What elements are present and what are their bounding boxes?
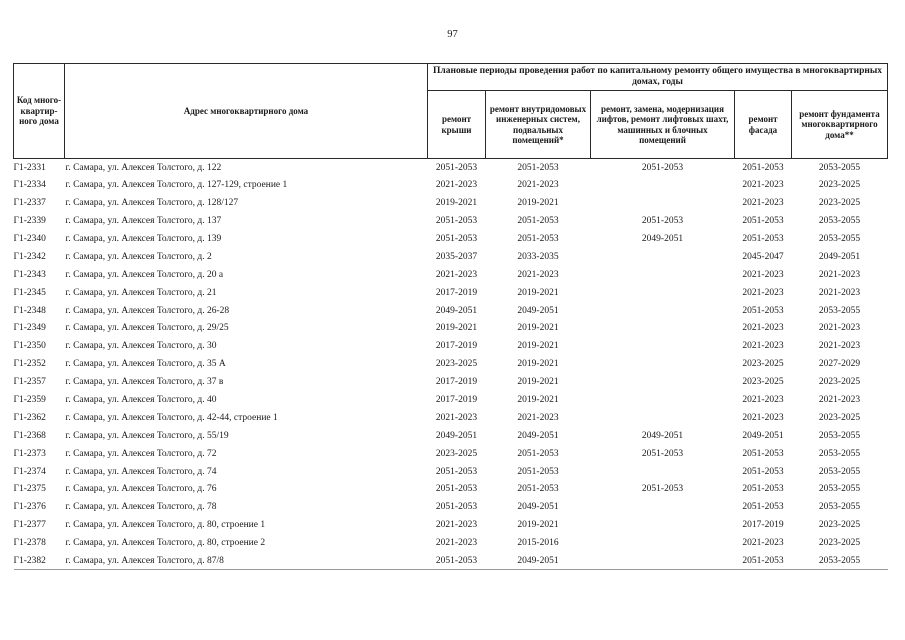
cell-foundation: 2021-2023 (818, 323, 861, 334)
cell-code: Г1-2377 (13, 520, 46, 531)
cell-address: г. Самара, ул. Алексея Толстого, д. 80, строение 2 (65, 538, 266, 549)
cell-facade: 2051-2053 (742, 448, 784, 459)
cell-facade: 2051-2053 (742, 234, 784, 244)
table-row (14, 516, 888, 534)
cell-address: г. Самара, ул. Алексея Толстого, д. 37 в (65, 377, 224, 388)
cell-code: Г1-2349 (13, 323, 46, 334)
cell-code: Г1-2373 (13, 448, 46, 459)
cell-foundation: 2027-2029 (818, 359, 861, 370)
table-row (14, 176, 888, 194)
cell-foundation: 2053-2055 (818, 234, 861, 244)
cell-facade: 2021-2023 (742, 412, 784, 423)
table-row (14, 552, 888, 570)
table-row (14, 320, 888, 338)
cell-systems: 2021-2023 (517, 180, 559, 191)
cell-lifts: 2051-2053 (641, 484, 684, 495)
cell-systems: 2015-2016 (517, 538, 559, 549)
page-number: 97 (447, 29, 458, 40)
cell-facade: 2051-2053 (735, 552, 792, 570)
table-row (14, 194, 888, 212)
cell-systems: 2051-2053 (517, 163, 559, 174)
cell-foundation: 2023-2025 (818, 377, 861, 388)
col-header-facade: ремонт фасада (735, 91, 792, 159)
col-header-lifts: ремонт, замена, модернизация лифтов, ремонт лифтовых шахт, машинных и блочных помещений (591, 91, 735, 159)
cell-code: Г1-2376 (13, 502, 46, 513)
cell-lifts (591, 552, 735, 570)
cell-roof: 2051-2053 (435, 466, 478, 477)
cell-foundation: 2053-2055 (818, 305, 861, 316)
cell-lifts (591, 284, 735, 302)
table-row (14, 463, 888, 481)
cell-systems: 2019-2021 (517, 359, 559, 370)
cell-foundation: 2023-2025 (818, 198, 861, 209)
cell-address: г. Самара, ул. Алексея Толстого, д. 127-129, строение 1 (65, 180, 288, 191)
table-row (14, 481, 888, 499)
cell-address: г. Самара, ул. Алексея Толстого, д. 42-44, строение 1 (65, 412, 278, 423)
cell-foundation: 2023-2025 (818, 180, 861, 191)
col-header-code: Код много-квартир-ного дома (14, 64, 65, 159)
cell-code: Г1-2331 (13, 163, 46, 174)
cell-roof: 2051-2053 (435, 484, 478, 495)
cell-code: Г1-2334 (13, 180, 46, 191)
table-row (14, 427, 888, 445)
table-row (14, 391, 888, 409)
cell-roof: 2035-2037 (435, 251, 478, 262)
table-row (14, 284, 888, 302)
cell-address: г. Самара, ул. Алексея Толстого, д. 80, строение 1 (65, 520, 266, 531)
cell-code: Г1-2378 (13, 538, 46, 549)
cell-roof: 2051-2053 (428, 552, 486, 570)
cell-systems: 2019-2021 (517, 287, 559, 298)
cell-code: Г1-2368 (13, 430, 46, 441)
cell-foundation: 2053-2055 (792, 552, 888, 570)
cell-address: г. Самара, ул. Алексея Толстого, д. 26-28 (65, 305, 230, 316)
cell-foundation: 2053-2055 (818, 216, 861, 227)
cell-lifts: 2051-2053 (641, 448, 684, 459)
cell-address: г. Самара, ул. Алексея Толстого, д. 55/19 (65, 430, 229, 441)
cell-code: Г1-2375 (13, 484, 46, 495)
cell-foundation: 2023-2025 (818, 538, 861, 549)
cell-code: Г1-2352 (13, 359, 46, 370)
cell-roof: 2021-2023 (435, 269, 478, 280)
cell-facade: 2021-2023 (742, 269, 784, 280)
cell-systems: 2021-2023 (517, 269, 559, 280)
cell-code: Г1-2339 (13, 216, 46, 227)
table-row (14, 212, 888, 230)
cell-roof: 2023-2025 (435, 359, 478, 370)
cell-facade: 2017-2019 (742, 520, 784, 531)
cell-systems: 2051-2053 (517, 234, 559, 244)
cell-facade: 2023-2025 (742, 377, 784, 388)
cell-foundation: 2021-2023 (818, 269, 861, 280)
cell-code: Г1-2350 (13, 341, 46, 352)
cell-facade: 2021-2023 (742, 395, 784, 406)
table-row (14, 337, 888, 355)
cell-roof: 2051-2053 (435, 163, 478, 174)
cell-facade: 2021-2023 (742, 341, 784, 352)
cell-code: Г1-2362 (13, 412, 46, 423)
cell-foundation: 2053-2055 (818, 502, 861, 513)
cell-address: г. Самара, ул. Алексея Толстого, д. 21 (65, 287, 217, 298)
cell-facade: 2049-2051 (742, 430, 784, 441)
cell-facade: 2051-2053 (742, 163, 784, 174)
cell-systems: 2033-2035 (517, 251, 559, 262)
cell-address: г. Самара, ул. Алексея Толстого, д. 128/127 (65, 198, 239, 209)
cell-facade: 2021-2023 (742, 538, 784, 549)
cell-foundation: 2049-2051 (818, 251, 861, 262)
cell-code: Г1-2340 (13, 234, 46, 244)
cell-roof: 2019-2021 (435, 198, 478, 209)
cell-roof: 2021-2023 (435, 520, 478, 531)
cell-address: г. Самара, ул. Алексея Толстого, д. 122 (65, 163, 222, 174)
cell-code: Г1-2342 (13, 251, 46, 262)
cell-roof: 2017-2019 (435, 287, 478, 298)
cell-facade: 2051-2053 (742, 502, 784, 513)
cell-code: Г1-2345 (13, 287, 46, 298)
cell-address: г. Самара, ул. Алексея Толстого, д. 2 (65, 251, 212, 262)
table-row (14, 230, 888, 248)
cell-address: г. Самара, ул. Алексея Толстого, д. 29/25 (65, 323, 229, 334)
cell-roof: 2049-2051 (435, 305, 478, 316)
cell-lifts: 2049-2051 (641, 234, 684, 244)
table-row (14, 355, 888, 373)
cell-lifts (591, 409, 735, 427)
cell-address: г. Самара, ул. Алексея Толстого, д. 35 А (65, 359, 226, 370)
cell-lifts (591, 248, 735, 266)
cell-lifts (591, 266, 735, 284)
cell-lifts: 2051-2053 (641, 163, 684, 174)
cell-roof: 2021-2023 (435, 538, 478, 549)
cell-facade: 2021-2023 (742, 287, 784, 298)
cell-foundation: 2021-2023 (818, 341, 861, 352)
cell-systems: 2051-2053 (517, 466, 559, 477)
cell-code: Г1-2359 (13, 395, 46, 406)
cell-address: г. Самара, ул. Алексея Толстого, д. 74 (65, 466, 217, 477)
cell-address: г. Самара, ул. Алексея Толстого, д. 72 (65, 448, 217, 459)
cell-foundation: 2021-2023 (818, 287, 861, 298)
cell-roof: 2021-2023 (435, 412, 478, 423)
cell-systems: 2049-2051 (517, 430, 559, 441)
cell-address: г. Самара, ул. Алексея Толстого, д. 139 (65, 234, 222, 244)
cell-address: г. Самара, ул. Алексея Толстого, д. 78 (65, 502, 217, 513)
table-row (14, 159, 888, 177)
cell-roof: 2017-2019 (435, 377, 478, 388)
repair-schedule-table (13, 63, 888, 570)
cell-foundation: 2021-2023 (818, 395, 861, 406)
cell-roof: 2051-2053 (435, 502, 478, 513)
cell-roof: 2049-2051 (435, 430, 478, 441)
cell-lifts: 2051-2053 (641, 216, 684, 227)
cell-roof: 2023-2025 (435, 448, 478, 459)
table-row (14, 534, 888, 552)
cell-systems: 2019-2021 (517, 341, 559, 352)
cell-foundation: 2023-2025 (818, 520, 861, 531)
cell-foundation: 2053-2055 (818, 430, 861, 441)
cell-systems: 2019-2021 (517, 377, 559, 388)
cell-systems: 2019-2021 (517, 198, 559, 209)
table-row (14, 445, 888, 463)
cell-code: Г1-2348 (13, 305, 46, 316)
cell-systems: 2051-2053 (517, 216, 559, 227)
cell-facade: 2023-2025 (742, 359, 784, 370)
cell-facade: 2051-2053 (742, 466, 784, 477)
col-header-address: Адрес многоквартирного дома (65, 64, 428, 159)
cell-roof: 2051-2053 (435, 234, 478, 244)
cell-lifts (591, 498, 735, 516)
table-header (14, 64, 888, 159)
col-header-foundation: ремонт фундамента многоквартирного дома** (792, 91, 888, 159)
cell-facade: 2021-2023 (742, 198, 784, 209)
cell-roof: 2021-2023 (435, 180, 478, 191)
cell-lifts (591, 355, 735, 373)
cell-systems: 2049-2051 (486, 552, 591, 570)
cell-foundation: 2053-2055 (818, 466, 861, 477)
cell-lifts (591, 194, 735, 212)
cell-facade: 2045-2047 (742, 251, 784, 262)
cell-systems: 2019-2021 (517, 323, 559, 334)
cell-lifts (591, 516, 735, 534)
cell-facade: 2051-2053 (742, 484, 784, 495)
cell-foundation: 2053-2055 (818, 484, 861, 495)
cell-address: г. Самара, ул. Алексея Толстого, д. 87/8 (65, 552, 428, 570)
cell-systems: 2051-2053 (517, 484, 559, 495)
cell-address: г. Самара, ул. Алексея Толстого, д. 30 (65, 341, 217, 352)
table-row (14, 409, 888, 427)
cell-code: Г1-2343 (13, 269, 46, 280)
cell-lifts: 2049-2051 (641, 430, 684, 441)
cell-systems: 2049-2051 (517, 502, 559, 513)
cell-lifts (591, 320, 735, 338)
cell-systems: 2021-2023 (517, 412, 559, 423)
cell-roof: 2017-2019 (435, 395, 478, 406)
cell-address: г. Самара, ул. Алексея Толстого, д. 137 (65, 216, 222, 227)
cell-code: Г1-2357 (13, 377, 46, 388)
cell-facade: 2021-2023 (742, 180, 784, 191)
cell-code: Г1-2374 (13, 466, 46, 477)
cell-lifts (591, 373, 735, 391)
cell-facade: 2051-2053 (742, 216, 784, 227)
cell-facade: 2051-2053 (742, 305, 784, 316)
cell-code: Г1-2337 (13, 198, 46, 209)
col-header-roof: ремонт крыши (428, 91, 486, 159)
cell-roof: 2051-2053 (435, 216, 478, 227)
table-row (14, 302, 888, 320)
cell-roof: 2019-2021 (435, 323, 478, 334)
cell-systems: 2049-2051 (517, 305, 559, 316)
cell-foundation: 2053-2055 (818, 163, 861, 174)
cell-lifts (591, 463, 735, 481)
table-row (14, 266, 888, 284)
table-body (14, 159, 888, 570)
cell-lifts (591, 302, 735, 320)
cell-foundation: 2053-2055 (818, 448, 861, 459)
cell-lifts (591, 176, 735, 194)
cell-foundation: 2023-2025 (818, 412, 861, 423)
cell-systems: 2019-2021 (517, 395, 559, 406)
table-row (14, 373, 888, 391)
col-header-systems: ремонт внутридомовых инженерных систем, подвальных помещений* (486, 91, 591, 159)
cell-address: г. Самара, ул. Алексея Толстого, д. 40 (65, 395, 217, 406)
cell-lifts (591, 391, 735, 409)
cell-lifts (591, 337, 735, 355)
cell-code: Г1-2382 (14, 552, 65, 570)
table-row (14, 248, 888, 266)
cell-systems: 2019-2021 (517, 520, 559, 531)
cell-systems: 2051-2053 (517, 448, 559, 459)
col-header-periods-group: Плановые периоды проведения работ по капитальному ремонту общего имущества в многоквартирных домах, годы (428, 64, 888, 91)
cell-facade: 2021-2023 (742, 323, 784, 334)
table-row (14, 498, 888, 516)
cell-roof: 2017-2019 (435, 341, 478, 352)
cell-address: г. Самара, ул. Алексея Толстого, д. 76 (65, 484, 217, 495)
cell-address: г. Самара, ул. Алексея Толстого, д. 20 а (65, 269, 224, 280)
cell-lifts (591, 534, 735, 552)
